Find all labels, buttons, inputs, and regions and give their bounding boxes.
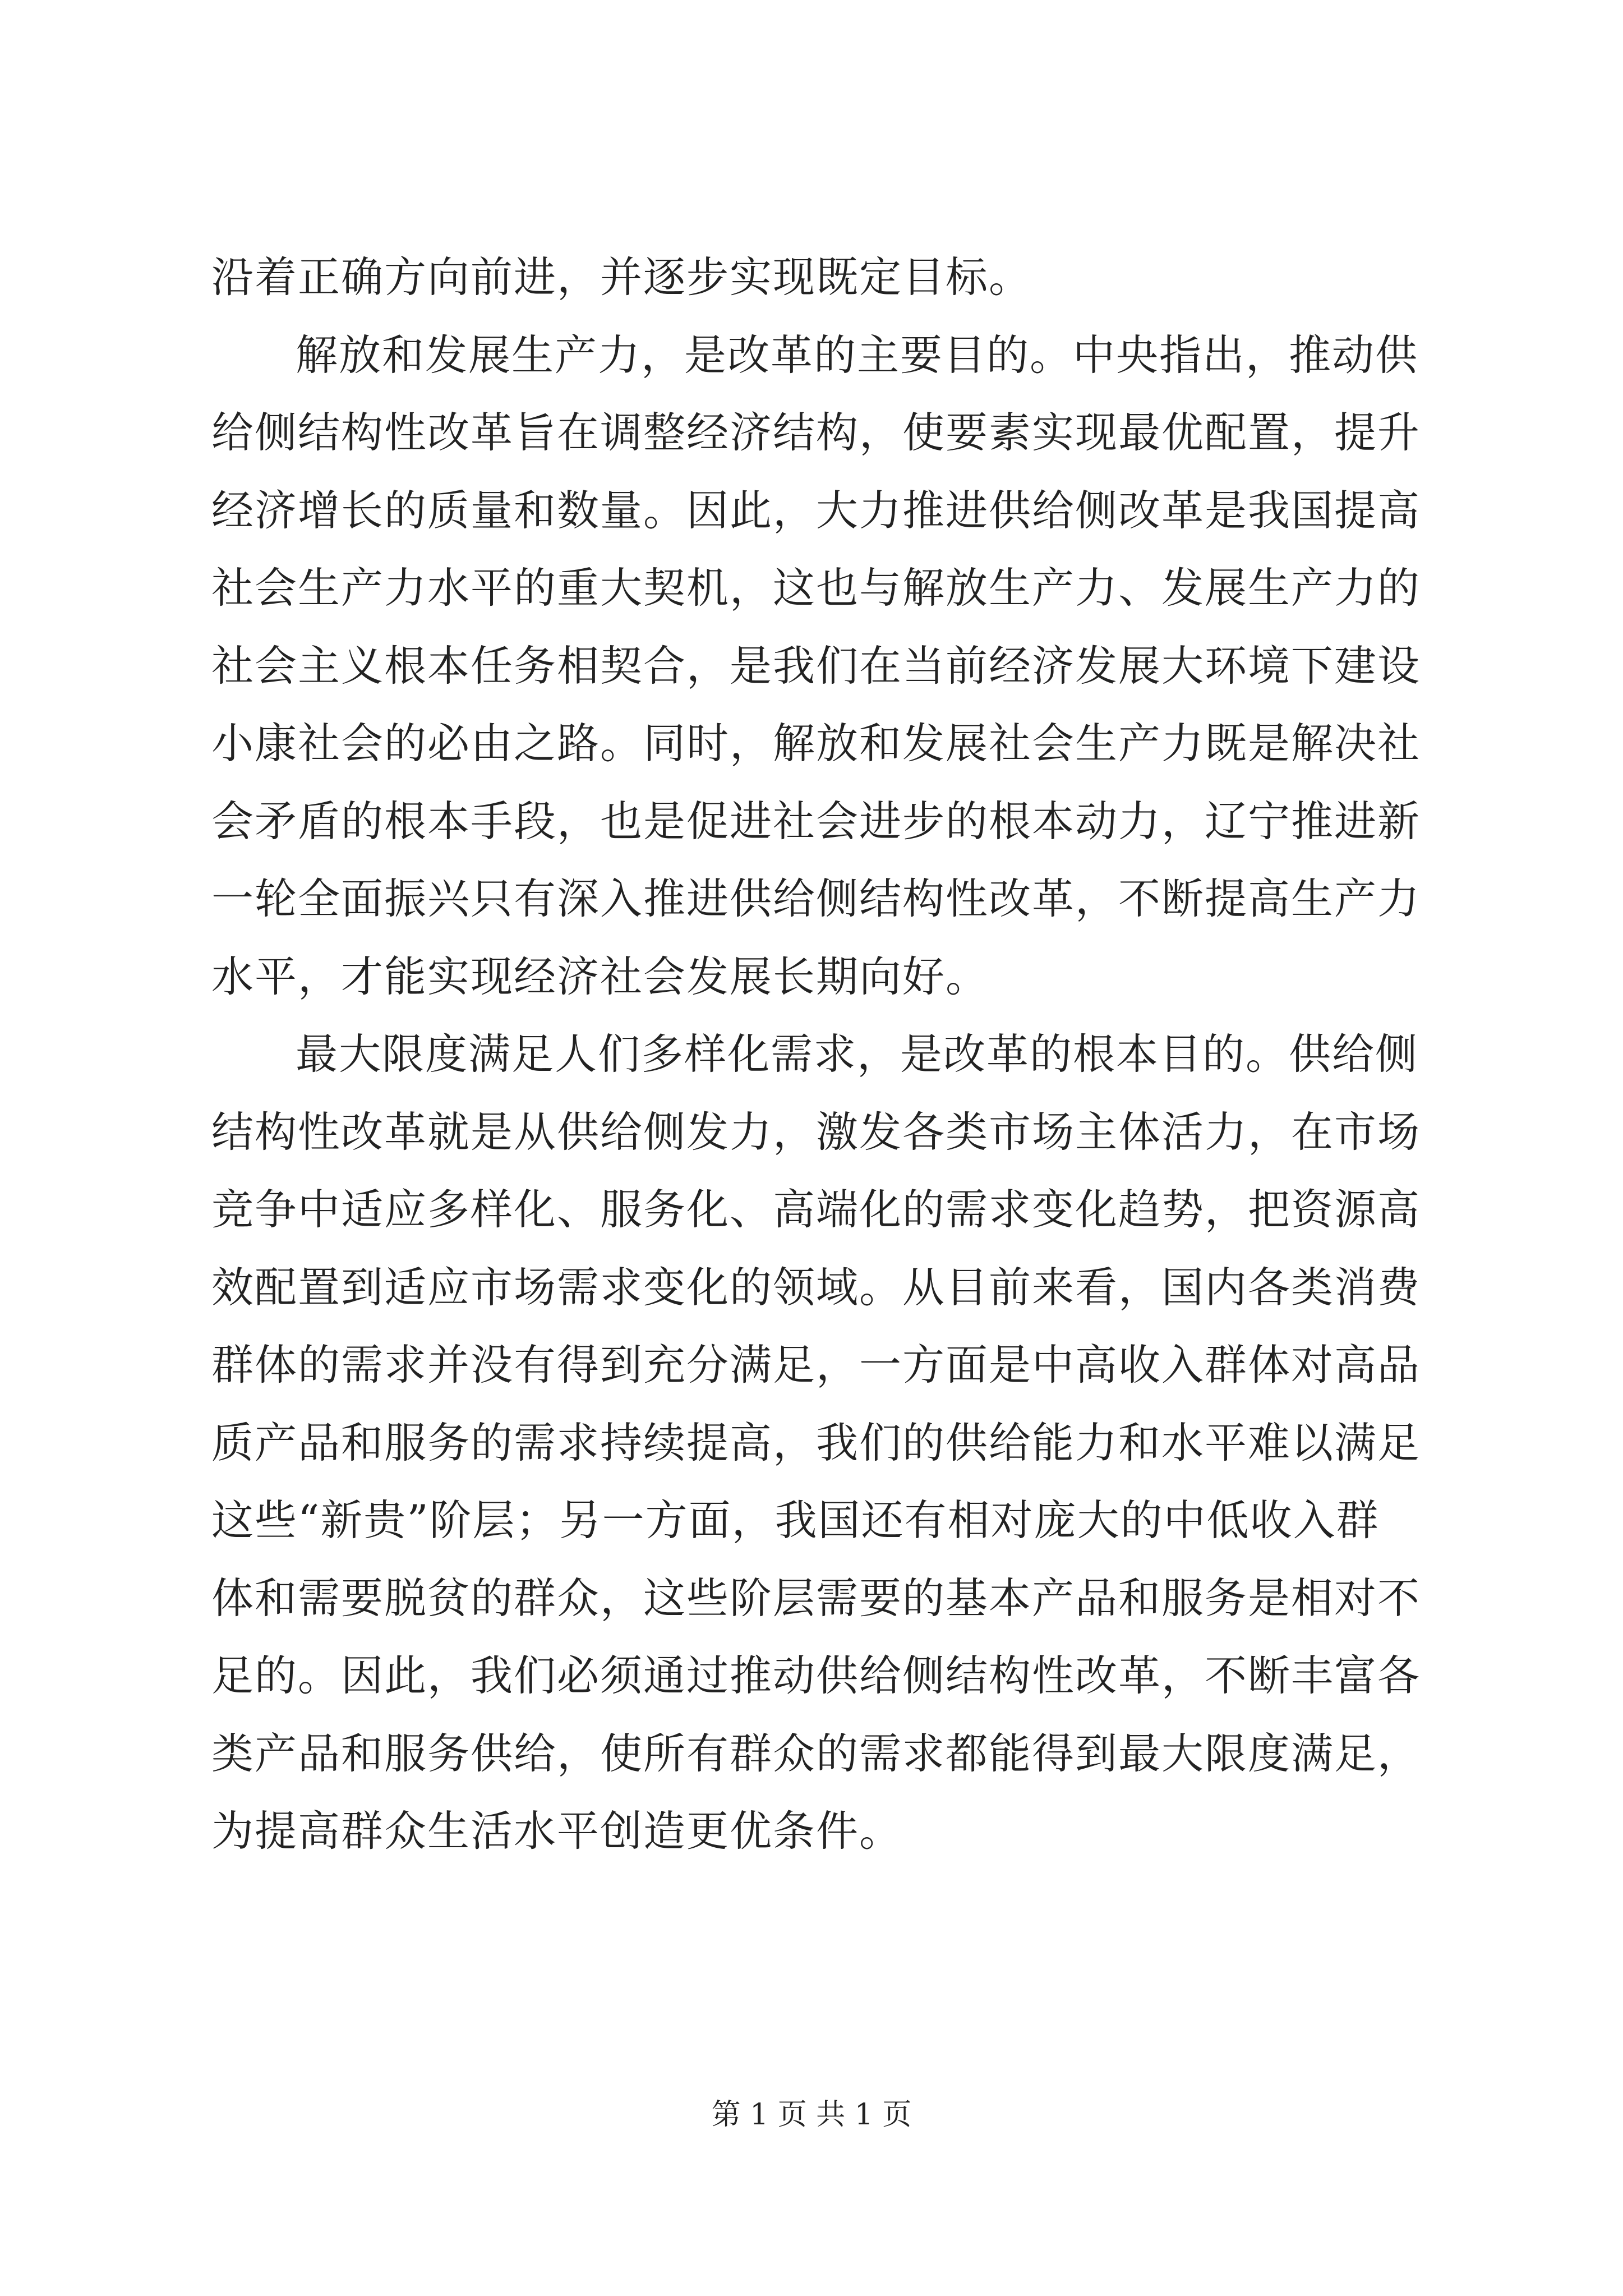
page-number-label: 第 1 页 共 1 页 — [711, 2098, 912, 2132]
text-line: 水平，才能实现经济社会发展长期向好。 — [211, 951, 989, 1001]
text-line: 社会主义根本任务相契合，是我们在当前经济发展大环境下建设 — [211, 641, 1421, 691]
text-line: 足的。因此，我们必须通过推动供给侧结构性改革，不断丰富各 — [211, 1651, 1421, 1700]
text-line: 小康社会的必由之路。同时，解放和发展社会生产力既是解决社 — [211, 719, 1421, 768]
text-line: 体和需要脱贫的群众，这些阶层需要的基本产品和服务是相对不 — [211, 1573, 1421, 1623]
text-line: 给侧结构性改革旨在调整经济结构，使要素实现最优配置，提升 — [211, 408, 1421, 457]
text-line: 经济增长的质量和数量。因此，大力推进供给侧改革是我国提高 — [211, 485, 1421, 535]
text-line: 群体的需求并没有得到充分满足，一方面是中高收入群体对高品 — [211, 1340, 1421, 1389]
text-line: 类产品和服务供给，使所有群众的需求都能得到最大限度满足， — [211, 1728, 1421, 1778]
text-line: 结构性改革就是从供给侧发力，激发各类市场主体活力，在市场 — [211, 1107, 1421, 1157]
page-footer — [0, 2095, 1623, 2134]
text-line: 沿着正确方向前进，并逐步实现既定目标。 — [211, 252, 1032, 302]
text-line: 解放和发展生产力，是改革的主要目的。中央指出，推动供 — [296, 330, 1419, 380]
text-line: 社会生产力水平的重大契机，这也与解放生产力、发展生产力的 — [211, 563, 1421, 613]
text-line: 为提高群众生活水平创造更优条件。 — [211, 1806, 903, 1856]
document-body — [211, 238, 1421, 1870]
text-line: 这些“新贵”阶层；另一方面，我国还有相对庞大的中低收入群 — [211, 1496, 1380, 1545]
text-line: 质产品和服务的需求持续提高，我们的供给能力和水平难以满足 — [211, 1418, 1421, 1467]
text-line: 会矛盾的根本手段，也是促进社会进步的根本动力，辽宁推进新 — [211, 796, 1421, 846]
text-line: 一轮全面振兴只有深入推进供给侧结构性改革，不断提高生产力 — [211, 874, 1421, 923]
text-line: 竞争中适应多样化、服务化、高端化的需求变化趋势，把资源高 — [211, 1185, 1421, 1234]
text-line: 效配置到适应市场需求变化的领域。从目前来看，国内各类消费 — [211, 1262, 1421, 1312]
text-line: 最大限度满足人们多样化需求，是改革的根本目的。供给侧 — [296, 1029, 1419, 1079]
